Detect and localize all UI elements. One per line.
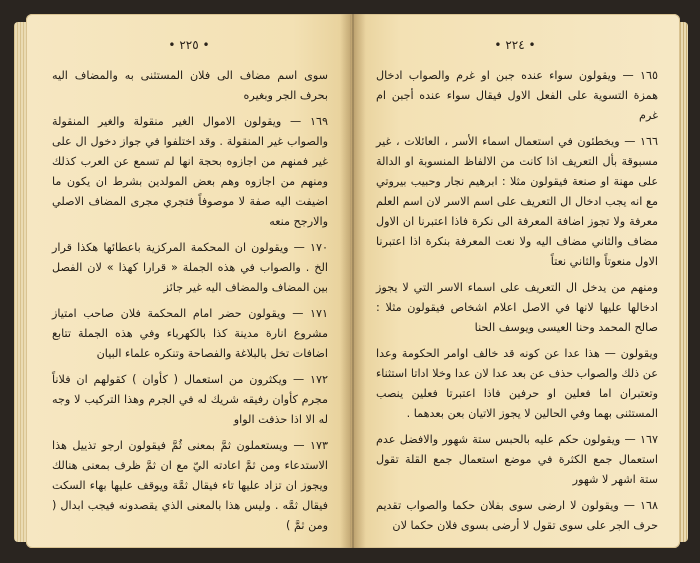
paragraph: ١٦٩ — ويقولون الاموال الغير منقولة والغير المنقولة والصواب غير المنقولة . وقد اختلفوا في جواز دخول ال على غير فمنهم من اجازوه بحجة انها لم تسمع عن العرب كذلك ومنهم من اجازوه وهم بعض المولدين بشرط ان يكون ما اضيفت اليه صفة لا موصوفاً فتجري مجرى المضاف الاصلي والارجح منعه <box>52 115 328 228</box>
paragraph: سوى اسم مضاف الى فلان المستثنى به والمضاف اليه بحرف الجر وبغيره <box>52 69 328 102</box>
right-page <box>350 14 680 548</box>
paragraph: ومنهم من يدخل ال التعريف على اسماء الاسر التي لا يجوز ادخالها عليها لانها في الاصل اعلام اشخاص فيقولون مثلا : صالح المحمد وحنا العيسى ويوسف الحنا <box>376 281 658 334</box>
paragraph: ١٦٨ — ويقولون لا ارضى سوى بفلان حكما والصواب تقديم حرف الجر على سوى تقول لا أرضى بسوى فلان حكما لان <box>376 499 658 532</box>
paragraph: ١٧٠ — ويقولون ان المحكمة المركزية باعطائها هكذا قرار الخ . والصواب في هذه الجملة « قرارا كهذا » لان الفصل بين المضاف والمضاف اليه غير جائز <box>52 241 328 294</box>
page-number: • ٢٢٥ • <box>168 38 210 52</box>
paragraph: ١٧٣ — ويستعملون ثمَّ بمعنى ثُمَّ فيقولون ارجو تذييل هذا الاستدعاء ومن ثمَّ اعادته اليّ مع ان ثمَّ ظرف بمعنى هنالك ويجوز ان تزاد عليها تاء فيقال ثمَّة ويوقف عليها بهاء السكت فيقال ثمَّه . وليس هذا بالمعنى الذي يقصدونه فيجب ابدال ( ومن ثمَّ ) <box>52 439 328 532</box>
page-text-block <box>52 66 328 542</box>
paragraph: ١٦٦ — ويخطئون في استعمال اسماء الأسر ، العائلات ، غير مسبوقة بأل التعريف اذا كانت من الالفاظ المنسوبة او الدالة على مهنة او صنعة فيقولون مثلا : ابرهيم نجار وحبيب بيروتي مع انه يجب ادخال ال التعريف على اسم الاسر لان اسم العلم معرفة ولا تجوز اضافة المعرفة الى نكرة فاذا اعتبرنا ان الاول مضاف والثاني مضاف اليه ولا نعت المعرفة بنكرة اذا اعتبرنا الاول منعوتاً والثاني نعتاً <box>376 135 658 268</box>
paragraph: ١٧٢ — ويكثرون من استعمال ( كأوان ) كقولهم ان فلاناً مجرم كأوان رفيقه شريك له في الجرم وهذا التركيب لا وجه له الا اذا حذفت الواو <box>52 373 328 426</box>
page-text-block <box>376 66 658 542</box>
paragraph: ١٧١ — ويقولون حضر امام المحكمة فلان صاحب امتياز مشروع انارة مدينة كذا بالكهرباء وفي هذه الجملة تتابع اضافات تخل بالبلاغة والفصاحة وتنكره علماء البيان <box>52 307 328 360</box>
page-number: • ٢٢٤ • <box>494 38 536 52</box>
paragraph: ١٦٧ — ويقولون حكم عليه بالحبس ستة شهور والافضل عدم استعمال جمع الكثرة في موضع استعمال جمع القلة تقول ستة اشهر لا شهور <box>376 433 658 486</box>
left-page <box>26 14 352 548</box>
paragraph: ويقولون — هذا عدا عن كونه قد خالف اوامر الحكومة وعدا عن ذلك والصواب حذف عن بعد عدا لان عدا وخلا اداتا استثناء وتعتبران اما فعلين او حرفين فاذا اعتبرتا فعلين ينصب المستثنى بهما وفي الحالين لا يجوز الاتيان بعن بعدهما . <box>376 347 658 420</box>
paragraph: ١٦٥ — ويقولون سواء عنده جبن او غرم والصواب ادخال همزة التسوية على الفعل الاول فيقال سواء عنده أجبن ام غرم <box>376 69 658 122</box>
